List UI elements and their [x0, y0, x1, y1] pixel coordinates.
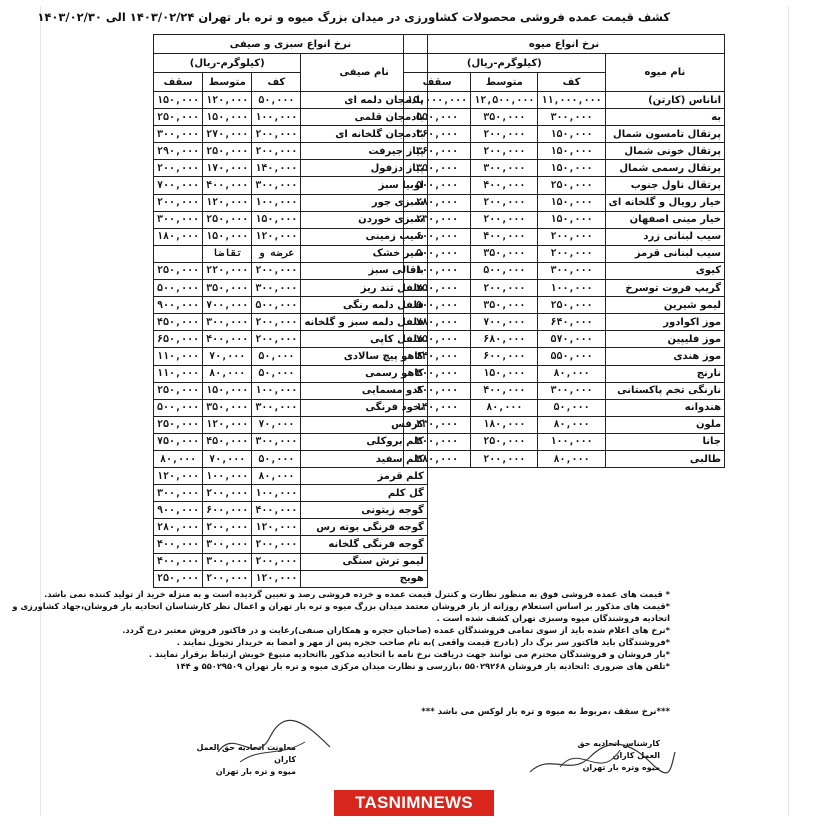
fruit-cell-name: سیب لبنانی زرد	[605, 228, 724, 245]
veg-cell-low: عرضه و	[252, 245, 301, 262]
veg-cell-mid: ۱۲۰,۰۰۰	[203, 92, 252, 109]
fruit-cell-high: ۳۸۰,۰۰۰	[404, 450, 471, 467]
fruit-cell-low: ۵۵۰,۰۰۰	[538, 348, 605, 365]
veg-row	[154, 536, 428, 553]
veg-cell-low: ۷۰,۰۰۰	[252, 416, 301, 433]
veg-cell-low: ۲۰۰,۰۰۰	[252, 143, 301, 160]
veg-row	[154, 331, 428, 348]
fruit-name-header: نام میوه	[605, 54, 724, 92]
fruit-row	[404, 228, 725, 245]
fruit-row	[404, 331, 725, 348]
veg-section-title: نرخ انواع سبزی و صیفی	[154, 35, 428, 54]
veg-row	[154, 280, 428, 297]
veg-row	[154, 553, 428, 570]
veg-cell-high: ۹۰۰,۰۰۰	[154, 297, 203, 314]
fruit-cell-low: ۳۰۰,۰۰۰	[538, 382, 605, 399]
fruit-cell-low: ۳۰۰,۰۰۰	[538, 109, 605, 126]
veg-cell-low: ۱۵۰,۰۰۰	[252, 211, 301, 228]
fruit-cell-mid: ۳۵۰,۰۰۰	[471, 245, 538, 262]
veg-cell-low: ۱۲۰,۰۰۰	[252, 228, 301, 245]
fruit-cell-high: ۵۰۰,۰۰۰	[404, 245, 471, 262]
fruit-cell-name: هندوانه	[605, 399, 724, 416]
fruit-cell-low: ۱۰۰,۰۰۰	[538, 433, 605, 450]
veg-cell-high: ۱۵۰,۰۰۰	[154, 92, 203, 109]
veg-cell-high: ۲۰۰,۰۰۰	[154, 160, 203, 177]
veg-cell-name: پیاز جیرفت	[301, 143, 427, 160]
veg-cell-low: ۵۰,۰۰۰	[252, 450, 301, 467]
veg-row	[154, 416, 428, 433]
veg-cell-low: ۵۰,۰۰۰	[252, 348, 301, 365]
fruit-cell-name: ملون	[605, 416, 724, 433]
fruit-cell-low: ۱۵۰,۰۰۰	[538, 160, 605, 177]
veg-cell-high: ۳۰۰,۰۰۰	[154, 211, 203, 228]
veg-cell-mid: ۶۰۰,۰۰۰	[203, 502, 252, 519]
veg-cell-mid: ۲۷۰,۰۰۰	[203, 126, 252, 143]
veg-row	[154, 228, 428, 245]
veg-cell-name: کلم سفید	[301, 450, 427, 467]
veg-cell-low: ۱۲۰,۰۰۰	[252, 519, 301, 536]
fruit-row	[404, 177, 725, 194]
veg-cell-name: باقالی سبز	[301, 262, 427, 279]
veg-cell-name: کاهو رسمی	[301, 365, 427, 382]
veg-cell-mid: ۴۰۰,۰۰۰	[203, 331, 252, 348]
fruit-cell-high: ۲۳۰,۰۰۰	[404, 211, 471, 228]
signature-left-scribble	[210, 712, 340, 772]
fruit-cell-mid: ۱۲,۵۰۰,۰۰۰	[471, 92, 538, 109]
veg-row	[154, 450, 428, 467]
veg-cell-high: ۱۱۰,۰۰۰	[154, 348, 203, 365]
fruit-cell-high: ۲۵۰,۰۰۰	[404, 280, 471, 297]
veg-cell-mid: ۳۵۰,۰۰۰	[203, 280, 252, 297]
fruit-cell-mid: ۲۰۰,۰۰۰	[471, 126, 538, 143]
fruit-cell-name: پرتقال خونی شمال	[605, 143, 724, 160]
veg-cell-high: ۲۵۰,۰۰۰	[154, 109, 203, 126]
footnote-text: ***نرخ سقف ،مربوط به میوه و تره بار لوکس می باشد ***	[421, 707, 670, 717]
fruit-cell-high: ۵۰۰,۰۰۰	[404, 177, 471, 194]
veg-cell-mid: ۱۵۰,۰۰۰	[203, 109, 252, 126]
fruit-cell-name: موز هندی	[605, 348, 724, 365]
veg-cell-name: نخود فرنگی	[301, 399, 427, 416]
veg-cell-mid: ۷۰۰,۰۰۰	[203, 297, 252, 314]
veg-cell-mid: ۳۵۰,۰۰۰	[203, 399, 252, 416]
veg-row	[154, 126, 428, 143]
fruit-cell-mid: ۶۰۰,۰۰۰	[471, 348, 538, 365]
veg-cell-mid: ۲۰۰,۰۰۰	[203, 485, 252, 502]
veg-cell-mid: ۷۰,۰۰۰	[203, 348, 252, 365]
veg-cell-name: هویج	[301, 570, 427, 587]
veg-row	[154, 570, 428, 587]
fruit-cell-low: ۸۰,۰۰۰	[538, 416, 605, 433]
fruit-row	[404, 194, 725, 211]
veg-row	[154, 365, 428, 382]
fruit-row	[404, 297, 725, 314]
veg-row	[154, 245, 428, 262]
fruit-cell-high: ۲۳۰,۰۰۰	[404, 416, 471, 433]
veg-cell-low: ۴۰۰,۰۰۰	[252, 502, 301, 519]
fruit-cell-high: ۵۰۰,۰۰۰	[404, 297, 471, 314]
veg-cell-low: ۵۰,۰۰۰	[252, 365, 301, 382]
fruit-cell-name: لیمو شیرین	[605, 297, 724, 314]
document-title: کشف قیمت عمده فروشی محصولات کشاورزی در میدان بزرگ میوه و تره بار تهران ۱۴۰۳/۰۲/۲۴ الی ۱۴۰۳/۰۲/۳۰	[37, 10, 670, 24]
veg-row	[154, 297, 428, 314]
fruit-col-low: کف	[538, 73, 605, 92]
fruit-cell-mid: ۶۸۰,۰۰۰	[471, 331, 538, 348]
veg-cell-low: ۸۰,۰۰۰	[252, 468, 301, 485]
fruit-cell-mid: ۵۰۰,۰۰۰	[471, 262, 538, 279]
fruit-cell-high: ۷۸۰,۰۰۰	[404, 314, 471, 331]
veg-cell-mid: ۸۰,۰۰۰	[203, 365, 252, 382]
fruit-cell-low: ۲۵۰,۰۰۰	[538, 297, 605, 314]
veg-cell-mid: ۱۷۰,۰۰۰	[203, 160, 252, 177]
fruit-cell-high: ۳۰۰,۰۰۰	[404, 365, 471, 382]
veg-cell-mid: ۱۰۰,۰۰۰	[203, 468, 252, 485]
veg-row	[154, 485, 428, 502]
fruit-row	[404, 365, 725, 382]
veg-cell-low: ۲۰۰,۰۰۰	[252, 553, 301, 570]
veg-row	[154, 109, 428, 126]
fruit-cell-name: پرتقال ناول جنوب	[605, 177, 724, 194]
fruit-cell-low: ۱۵۰,۰۰۰	[538, 194, 605, 211]
signature-left-line1: معاونت اتحادیه حق العمل کاران	[196, 743, 296, 764]
fruit-row	[404, 92, 725, 109]
veg-cell-low: ۳۰۰,۰۰۰	[252, 280, 301, 297]
fruit-row	[404, 109, 725, 126]
veg-cell-name: کلم قرمز	[301, 468, 427, 485]
veg-row	[154, 194, 428, 211]
veg-row	[154, 211, 428, 228]
fruit-cell-name: طالبی	[605, 450, 724, 467]
veg-cell-name: گل کلم	[301, 485, 427, 502]
veg-cell-low: ۱۲۰,۰۰۰	[252, 570, 301, 587]
fruit-row	[404, 433, 725, 450]
tasnimnews-logo: TASNIMNEWS	[334, 790, 494, 816]
veg-cell-name: لیمو ترش سنگی	[301, 553, 427, 570]
fruit-cell-mid: ۳۵۰,۰۰۰	[471, 109, 538, 126]
fruit-cell-name: موز اکوادور	[605, 314, 724, 331]
veg-cell-mid: ۲۵۰,۰۰۰	[203, 143, 252, 160]
fruit-row	[404, 160, 725, 177]
veg-cell-mid: ۱۲۰,۰۰۰	[203, 194, 252, 211]
veg-cell-name: سبزی خوردن	[301, 211, 427, 228]
veg-cell-name: کرفس	[301, 416, 427, 433]
veg-cell-mid: ۲۰۰,۰۰۰	[203, 519, 252, 536]
fruit-row	[404, 245, 725, 262]
veg-cell-low: ۳۰۰,۰۰۰	[252, 433, 301, 450]
fruit-cell-low: ۱۵۰,۰۰۰	[538, 143, 605, 160]
veg-cell-low: ۳۰۰,۰۰۰	[252, 177, 301, 194]
fruit-cell-name: به	[605, 109, 724, 126]
page-edge-shadow	[40, 6, 41, 816]
fruit-cell-high: ۲۸۰,۰۰۰	[404, 194, 471, 211]
veg-row	[154, 382, 428, 399]
veg-cell-high: ۴۰۰,۰۰۰	[154, 536, 203, 553]
fruit-cell-low: ۸۰,۰۰۰	[538, 365, 605, 382]
veg-cell-name: سبزی جور	[301, 194, 427, 211]
veg-cell-mid: ۴۰۰,۰۰۰	[203, 177, 252, 194]
fruit-cell-low: ۳۰۰,۰۰۰	[538, 262, 605, 279]
fruit-cell-high: ۱۴۰,۰۰۰	[404, 399, 471, 416]
veg-name-header: نام صیفی	[301, 54, 427, 92]
fruit-row	[404, 126, 725, 143]
fruit-cell-mid: ۳۵۰,۰۰۰	[471, 297, 538, 314]
veg-cell-name: گوجه فرنگی گلخانه	[301, 536, 427, 553]
veg-cell-name: گوجه زیتونی	[301, 502, 427, 519]
veg-cell-high: ۸۰,۰۰۰	[154, 450, 203, 467]
fruit-cell-low: ۱۱,۰۰۰,۰۰۰	[538, 92, 605, 109]
veg-cell-name: کدو مسمایی	[301, 382, 427, 399]
veg-unit-header: (کیلوگرم-ریال)	[154, 54, 301, 73]
veg-cell-low: ۲۰۰,۰۰۰	[252, 536, 301, 553]
fruit-cell-low: ۸۰,۰۰۰	[538, 450, 605, 467]
veg-cell-name: فلفل دلمه رنگی	[301, 297, 427, 314]
fruit-cell-low: ۵۷۰,۰۰۰	[538, 331, 605, 348]
fruit-cell-mid: ۱۸۰,۰۰۰	[471, 416, 538, 433]
page-edge-shadow	[788, 6, 789, 816]
veg-cell-mid: تقاضا	[203, 245, 252, 262]
veg-col-low: کف	[252, 73, 301, 92]
fruit-cell-mid: ۲۰۰,۰۰۰	[471, 194, 538, 211]
veg-cell-name: لوبیا سبز	[301, 177, 427, 194]
fruit-row	[404, 348, 725, 365]
veg-cell-high: ۶۵۰,۰۰۰	[154, 331, 203, 348]
veg-cell-high: ۴۰۰,۰۰۰	[154, 553, 203, 570]
veg-cell-low: ۲۰۰,۰۰۰	[252, 262, 301, 279]
fruit-cell-mid: ۲۰۰,۰۰۰	[471, 450, 538, 467]
fruit-cell-mid: ۱۵۰,۰۰۰	[471, 365, 538, 382]
veg-cell-name: سیب زمینی	[301, 228, 427, 245]
veg-cell-mid: ۳۰۰,۰۰۰	[203, 536, 252, 553]
fruit-cell-high: ۱۵,۰۰۰,۰۰۰	[404, 92, 471, 109]
veg-cell-mid: ۱۲۰,۰۰۰	[203, 416, 252, 433]
fruit-cell-low: ۱۵۰,۰۰۰	[538, 126, 605, 143]
veg-row	[154, 160, 428, 177]
signature-right-line1: کارشناس اتحادیه حق العمل کاران	[577, 739, 660, 760]
fruit-cell-name: موز فلیپین	[605, 331, 724, 348]
note-line: * قیمت های عمده فروشی فوق به منظور نظارت و کنترل قیمت عمده و خرده فروشی رصد و تعیین گردیده است و به منزله خرید از تولید کننده نمی باشد.	[44, 589, 670, 599]
veg-cell-low: ۵۰,۰۰۰	[252, 92, 301, 109]
veg-row	[154, 143, 428, 160]
signature-left-line2: میوه و تره بار تهران	[215, 767, 296, 776]
veg-cell-high: ۱۸۰,۰۰۰	[154, 228, 203, 245]
veg-cell-high: ۱۱۰,۰۰۰	[154, 365, 203, 382]
fruit-cell-low: ۲۵۰,۰۰۰	[538, 177, 605, 194]
veg-cell-high: ۲۵۰,۰۰۰	[154, 570, 203, 587]
fruit-price-table	[403, 34, 725, 468]
veg-cell-mid: ۲۰۰,۰۰۰	[203, 570, 252, 587]
veg-cell-name: بادمجان گلخانه ای	[301, 126, 427, 143]
fruit-cell-mid: ۴۰۰,۰۰۰	[471, 382, 538, 399]
veg-row	[154, 92, 428, 109]
veg-cell-name: فلفل کاپی	[301, 331, 427, 348]
fruit-cell-high: ۳۰۰,۰۰۰	[404, 433, 471, 450]
veg-cell-name: فلفل دلمه سبز و گلخانه	[301, 314, 427, 331]
fruit-cell-high: ۸۰۰,۰۰۰	[404, 262, 471, 279]
veg-col-high: سقف	[154, 73, 203, 92]
veg-cell-mid: ۱۵۰,۰۰۰	[203, 228, 252, 245]
veg-cell-high: ۲۵۰,۰۰۰	[154, 382, 203, 399]
fruit-cell-name: جانا	[605, 433, 724, 450]
veg-cell-high	[154, 245, 203, 262]
veg-cell-mid: ۳۰۰,۰۰۰	[203, 314, 252, 331]
veg-cell-low: ۲۰۰,۰۰۰	[252, 314, 301, 331]
veg-cell-mid: ۷۰,۰۰۰	[203, 450, 252, 467]
veg-cell-mid: ۴۵۰,۰۰۰	[203, 433, 252, 450]
veg-cell-high: ۲۹۰,۰۰۰	[154, 143, 203, 160]
fruit-cell-mid: ۲۵۰,۰۰۰	[471, 433, 538, 450]
veg-cell-high: ۱۲۰,۰۰۰	[154, 468, 203, 485]
fruit-row	[404, 211, 725, 228]
veg-cell-name: گوجه فرنگی بوته رس	[301, 519, 427, 536]
note-line: *فروشندگان باید فاکتور سر برگ دار (بادرج قیمت واقعی )به نام صاحب حجره پس از مهر و امضا به خریدار تحویل نمایند .	[176, 637, 670, 647]
fruit-unit-header: (کیلوگرم-ریال)	[404, 54, 606, 73]
fruit-cell-name: نارنگی تخم پاکستانی	[605, 382, 724, 399]
veg-cell-name: کلم بروکلی	[301, 433, 427, 450]
veg-row	[154, 177, 428, 194]
fruit-col-mid: متوسط	[471, 73, 538, 92]
fruit-cell-low: ۲۰۰,۰۰۰	[538, 245, 605, 262]
fruit-cell-low: ۱۰۰,۰۰۰	[538, 280, 605, 297]
fruit-cell-low: ۶۴۰,۰۰۰	[538, 314, 605, 331]
fruit-cell-low: ۵۰,۰۰۰	[538, 399, 605, 416]
veg-cell-high: ۳۰۰,۰۰۰	[154, 126, 203, 143]
veg-cell-name: فلفل تند ریز	[301, 280, 427, 297]
veg-cell-mid: ۳۰۰,۰۰۰	[203, 553, 252, 570]
fruit-cell-name: پرتقال رسمی شمال	[605, 160, 724, 177]
veg-cell-high: ۲۰۰,۰۰۰	[154, 194, 203, 211]
veg-cell-name: بادمجان قلمی	[301, 109, 427, 126]
veg-cell-mid: ۱۵۰,۰۰۰	[203, 382, 252, 399]
fruit-cell-name: خیار رویال و گلخانه ای	[605, 194, 724, 211]
fruit-cell-mid: ۲۰۰,۰۰۰	[471, 143, 538, 160]
veg-row	[154, 348, 428, 365]
fruit-cell-name: سیب لبنانی قرمز	[605, 245, 724, 262]
fruit-cell-mid: ۲۰۰,۰۰۰	[471, 280, 538, 297]
fruit-row	[404, 314, 725, 331]
veg-cell-high: ۵۰۰,۰۰۰	[154, 280, 203, 297]
veg-cell-mid: ۲۵۰,۰۰۰	[203, 211, 252, 228]
veg-cell-name: پیاز دزفول	[301, 160, 427, 177]
veg-cell-name: بادمجان دلمه ای	[301, 92, 427, 109]
veg-cell-low: ۱۰۰,۰۰۰	[252, 109, 301, 126]
veg-cell-low: ۲۰۰,۰۰۰	[252, 126, 301, 143]
veg-cell-high: ۴۵۰,۰۰۰	[154, 314, 203, 331]
veg-row	[154, 314, 428, 331]
note-line: *بار فروشان و فروشندگان محترم می توانند جهت دریافت نرخ نامه با اتحادیه مذکور بااتحادیه متبوع خویش ارتباط برقرار نمایند .	[148, 649, 670, 659]
veg-cell-mid: ۲۲۰,۰۰۰	[203, 262, 252, 279]
veg-cell-high: ۲۸۰,۰۰۰	[154, 519, 203, 536]
fruit-col-high: سقف	[404, 73, 471, 92]
veg-cell-high: ۲۵۰,۰۰۰	[154, 262, 203, 279]
fruit-row	[404, 416, 725, 433]
note-line: اتحادیه فروشندگان میوه وسبزی تهران کشف شده است .	[436, 613, 670, 623]
fruit-row	[404, 262, 725, 279]
fruit-row	[404, 450, 725, 467]
fruit-cell-low: ۱۵۰,۰۰۰	[538, 211, 605, 228]
note-line: *نرخ های اعلام شده باید از سوی تمامی فروشندگان عمده (صاحبان حجره و همکاران صنفی)رعایت و در فاکتور فروش معتبر درج گردد.	[122, 625, 670, 635]
veg-row	[154, 399, 428, 416]
veg-cell-high: ۳۰۰,۰۰۰	[154, 485, 203, 502]
veg-cell-low: ۱۰۰,۰۰۰	[252, 382, 301, 399]
vegetable-price-table	[153, 34, 428, 588]
fruit-cell-name: اناناس (کارتن)	[605, 92, 724, 109]
veg-row	[154, 468, 428, 485]
fruit-cell-name: گریپ فروت توسرخ	[605, 280, 724, 297]
veg-cell-low: ۳۰۰,۰۰۰	[252, 399, 301, 416]
veg-cell-low: ۱۰۰,۰۰۰	[252, 194, 301, 211]
signature-right-line2: میوه وتره بار تهران	[582, 763, 660, 772]
veg-col-mid: متوسط	[203, 73, 252, 92]
fruit-cell-mid: ۴۰۰,۰۰۰	[471, 177, 538, 194]
veg-cell-low: ۵۰۰,۰۰۰	[252, 297, 301, 314]
fruit-row	[404, 280, 725, 297]
veg-row	[154, 519, 428, 536]
fruit-cell-mid: ۳۰۰,۰۰۰	[471, 160, 538, 177]
veg-cell-high: ۷۵۰,۰۰۰	[154, 433, 203, 450]
note-line: *قیمت های مذکور بر اساس استعلام روزانه از بار فروشان معتمد میدان بزرگ میوه و تره بار تهران و اعمال نظر کارشناسان اتحادیه بار فروشان،جهاد کشاورزی و	[12, 601, 670, 611]
veg-cell-name: کاهو پیچ سالادی	[301, 348, 427, 365]
fruit-cell-name: نارنج	[605, 365, 724, 382]
fruit-cell-high: ۳۶۰,۰۰۰	[404, 143, 471, 160]
fruit-cell-mid: ۴۰۰,۰۰۰	[471, 228, 538, 245]
fruit-row	[404, 399, 725, 416]
veg-cell-low: ۱۰۰,۰۰۰	[252, 485, 301, 502]
veg-cell-high: ۵۰۰,۰۰۰	[154, 399, 203, 416]
notes-section	[12, 588, 670, 672]
veg-cell-high: ۲۵۰,۰۰۰	[154, 416, 203, 433]
veg-row	[154, 502, 428, 519]
fruit-cell-mid: ۷۰۰,۰۰۰	[471, 314, 538, 331]
veg-cell-name: سیر خشک	[301, 245, 427, 262]
fruit-cell-high: ۵۵۰,۰۰۰	[404, 109, 471, 126]
fruit-cell-low: ۲۰۰,۰۰۰	[538, 228, 605, 245]
fruit-cell-high: ۳۶۰,۰۰۰	[404, 126, 471, 143]
note-line: *تلفن های ضروری :اتحادیه بار فروشان ۵۵۰۲۹۲۶۸ ،بازرسی و نظارت میدان مرکزی میوه و تره بار تهران ۵۵۰۲۹۵۰۹ و ۱۴۴	[175, 661, 670, 671]
signature-right-scribble	[520, 722, 680, 784]
veg-cell-low: ۱۴۰,۰۰۰	[252, 160, 301, 177]
fruit-cell-name: پرتقال تامسون شمال	[605, 126, 724, 143]
fruit-row	[404, 382, 725, 399]
fruit-cell-high: ۶۰۰,۰۰۰	[404, 228, 471, 245]
fruit-cell-high: ۶۰۰,۰۰۰	[404, 382, 471, 399]
fruit-cell-mid: ۲۰۰,۰۰۰	[471, 211, 538, 228]
fruit-section-title: نرخ انواع میوه	[404, 35, 725, 54]
fruit-cell-mid: ۸۰,۰۰۰	[471, 399, 538, 416]
fruit-cell-high: ۶۴۰,۰۰۰	[404, 348, 471, 365]
fruit-cell-name: کیوی	[605, 262, 724, 279]
fruit-cell-name: خیار مینی اصفهان	[605, 211, 724, 228]
veg-cell-high: ۷۰۰,۰۰۰	[154, 177, 203, 194]
veg-row	[154, 262, 428, 279]
fruit-cell-high: ۷۵۰,۰۰۰	[404, 331, 471, 348]
fruit-row	[404, 143, 725, 160]
veg-row	[154, 433, 428, 450]
veg-cell-high: ۹۰۰,۰۰۰	[154, 502, 203, 519]
veg-cell-low: ۲۰۰,۰۰۰	[252, 331, 301, 348]
fruit-cell-high: ۳۵۰,۰۰۰	[404, 160, 471, 177]
